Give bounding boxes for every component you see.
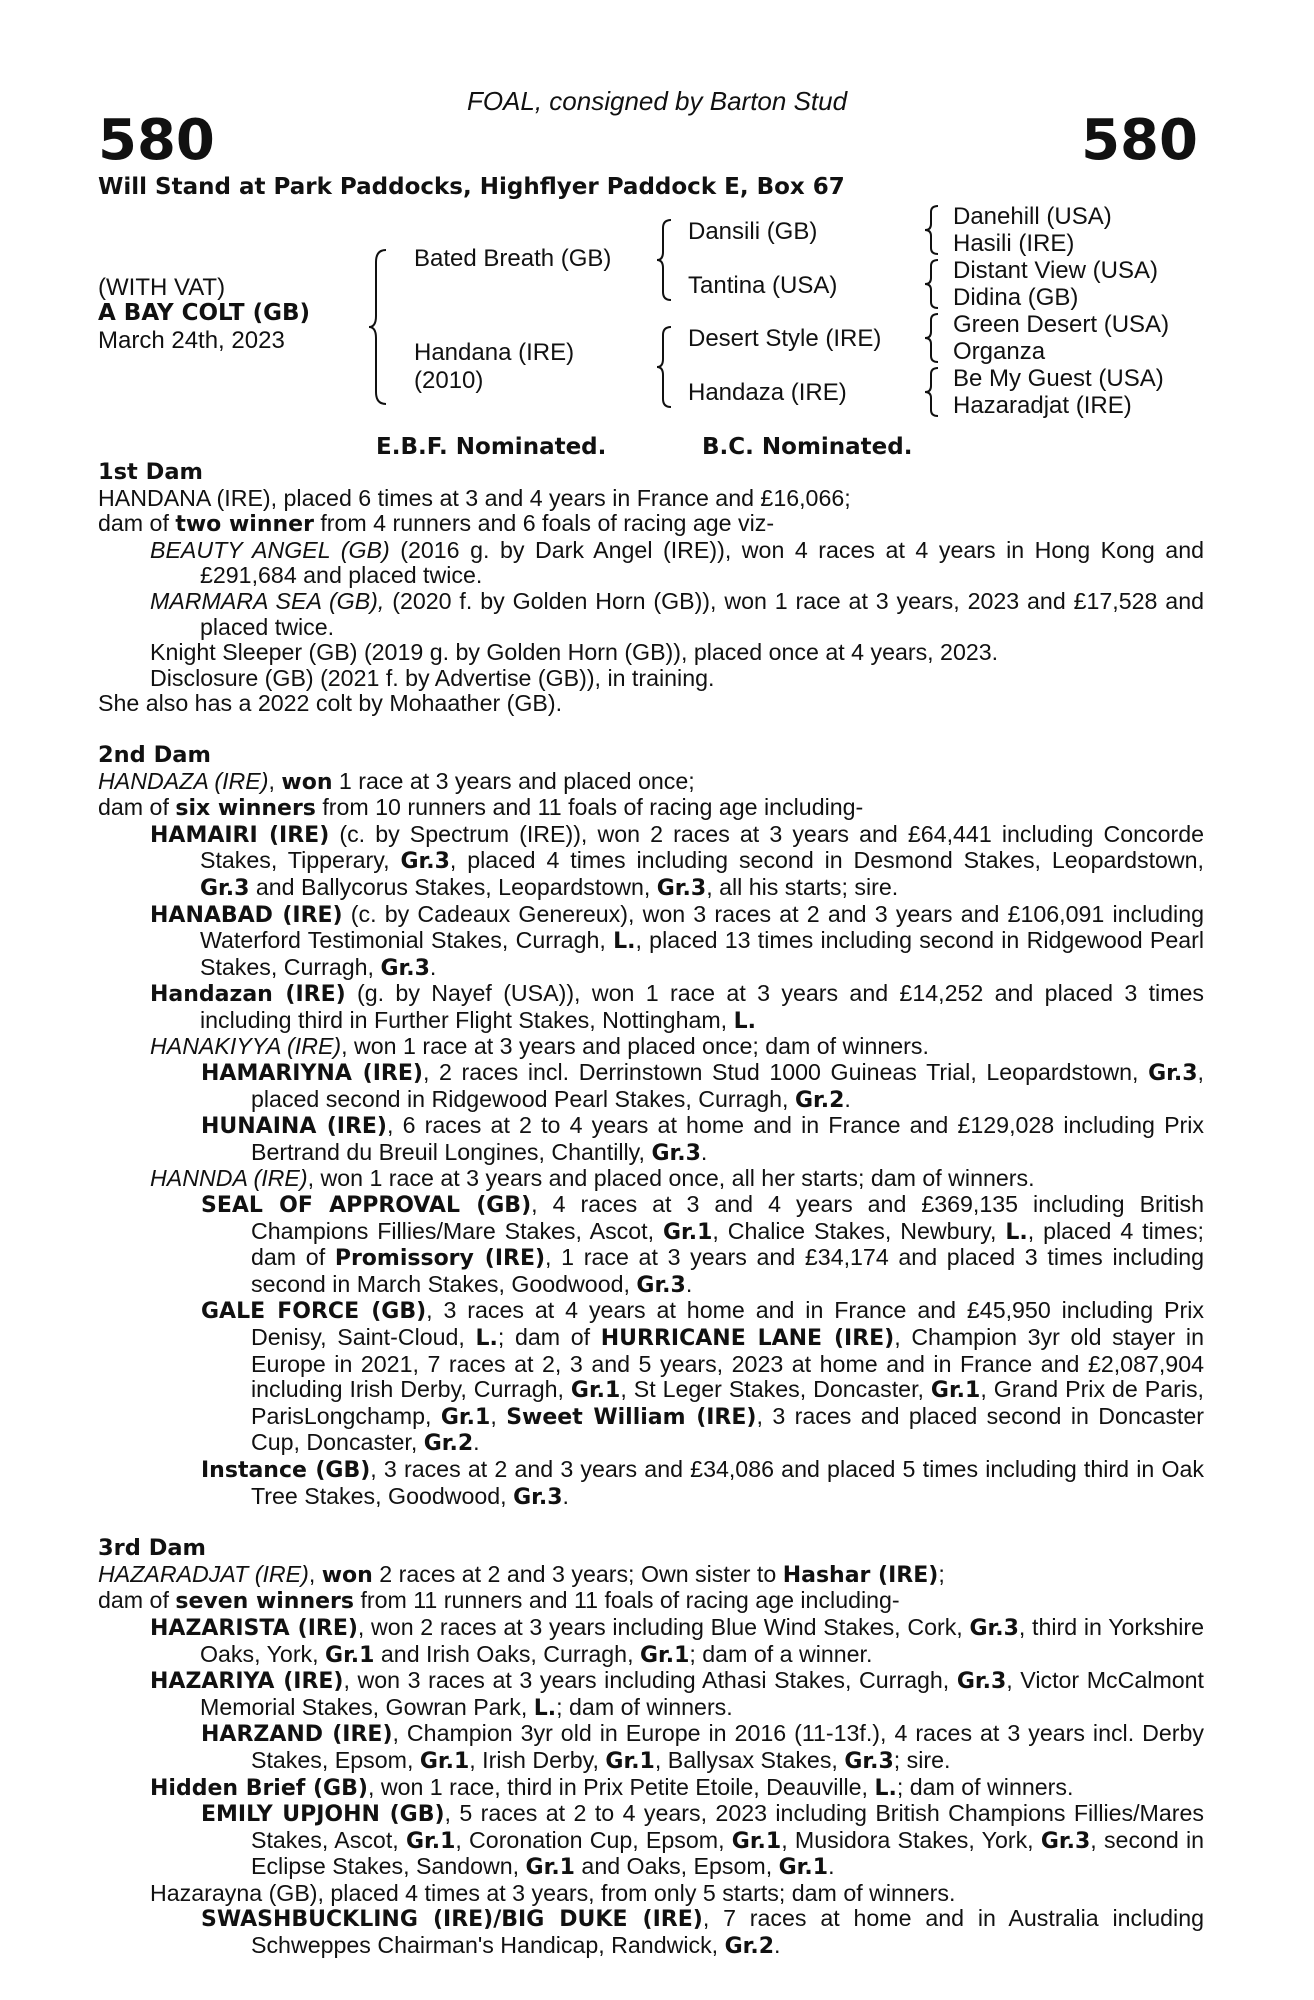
- pedigree-brace-g3: [924, 312, 940, 364]
- progeny-hamairi: HAMAIRI (IRE) (c. by Spectrum (IRE)), won 2 races at 3 years and £64,441 including Concorde Stakes, Tipperary, Gr.3, placed 4 times including second in Desmond Stakes, Leopardstown, Gr.3 and Ballycorus Stakes, Leopardstown, Gr.3, all his starts; sire.: [150, 820, 1204, 901]
- sire-name: Bated Breath (GB): [414, 245, 612, 272]
- progeny-hunaina: HUNAINA (IRE), 6 races at 2 to 4 years at home and in France and £129,028 including Prix Bertrand du Breuil Longines, Chantilly, Gr.3.: [201, 1112, 1205, 1166]
- dam-sire: Desert Style (IRE): [688, 325, 882, 352]
- granddam-4: Hazaradjat (IRE): [953, 392, 1132, 419]
- progeny-harzand: HARZAND (IRE), Champion 3yr old in Europe in 2016 (11-13f.), 4 races at 3 years incl. Derby Stakes, Epsom, Gr.1, Irish Derby, Gr.1, Ballysax Stakes, Gr.3; sire.: [201, 1720, 1204, 1774]
- dam2-heading: 2nd Dam: [98, 741, 211, 768]
- dam-name: Handana (IRE): [414, 339, 575, 366]
- foaling-date: March 24th, 2023: [98, 327, 285, 354]
- vat-note: (WITH VAT): [98, 274, 226, 301]
- progeny-knight-sleeper: Knight Sleeper (GB) (2019 g. by Golden Horn (GB)), placed once at 4 years, 2023.: [150, 639, 999, 666]
- dam1-dam-of: dam of two winner from 4 runners and 6 foals of racing age viz-: [98, 510, 775, 538]
- lot-name: A BAY COLT (GB): [98, 300, 311, 326]
- granddam-3: Organza: [953, 338, 1046, 365]
- dam1-line: HANDANA (IRE), placed 6 times at 3 and 4 years in France and £16,066;: [98, 484, 851, 511]
- progeny-swashbuckling: SWASHBUCKLING (IRE)/BIG DUKE (IRE), 7 races at home and in Australia including Schweppes Chairman's Handicap, Randwick, Gr.2.: [201, 1905, 1204, 1960]
- progeny-hamariyna: HAMARIYNA (IRE), 2 races incl. Derrinstown Stud 1000 Guineas Trial, Leopardstown, Gr.3, placed second in Ridgewood Pearl Stakes, Curragh, Gr.2.: [201, 1059, 1204, 1113]
- granddam-1: Hasili (IRE): [953, 230, 1075, 257]
- grandsire-1: Danehill (USA): [953, 203, 1112, 230]
- dam3-dam-of: dam of seven winners from 11 runners and 11 foals of racing age including-: [98, 1587, 900, 1615]
- grandsire-4: Be My Guest (USA): [953, 365, 1164, 392]
- progeny-instance: Instance (GB), 3 races at 2 and 3 years and £34,086 and placed 5 times including third in Oak Tree Stakes, Goodwood, Gr.3.: [201, 1455, 1204, 1510]
- pedigree-brace-dam: [656, 325, 674, 409]
- dam3-line: HAZARADJAT (IRE), won 2 races at 2 and 3 years; Own sister to Hashar (IRE);: [98, 1560, 945, 1588]
- pedigree-brace-g2: [924, 258, 940, 310]
- dam3-heading: 3rd Dam: [98, 1535, 206, 1562]
- progeny-seal-of-approval: SEAL OF APPROVAL (GB), 4 races at 3 and 4 years and £369,135 including British Champions Fillies/Mare Stakes, Ascot, Gr.1, Chalice Stakes, Newbury, L., placed 4 times; dam of Promissory (IRE), 1 race at 3 years and £34,174 and placed 3 times including second in March Stakes, Goodwood, Gr.3.: [201, 1191, 1205, 1298]
- ebf-nomination: E.B.F. Nominated.: [376, 434, 607, 460]
- dam-year: (2010): [414, 367, 484, 394]
- grandsire-3: Green Desert (USA): [953, 311, 1170, 338]
- dam-dam: Handaza (IRE): [688, 379, 847, 406]
- progeny-hazarista: HAZARISTA (IRE), won 2 races at 3 years including Blue Wind Stakes, Cork, Gr.3, third in Yorkshire Oaks, York, Gr.1 and Irish Oaks, Curragh, Gr.1; dam of a winner.: [150, 1613, 1205, 1668]
- progeny-hazarayna: Hazarayna (GB), placed 4 times at 3 years, from only 5 starts; dam of winners.: [150, 1879, 956, 1906]
- progeny-marmara-sea: MARMARA SEA (GB), (2020 f. by Golden Horn (GB)), won 1 race at 3 years, 2023 and £17,528 and placed twice.: [150, 587, 1204, 640]
- dam1-heading: 1st Dam: [98, 459, 203, 485]
- progeny-hanabad: HANABAD (IRE) (c. by Cadeaux Genereux), won 3 races at 2 and 3 years and £106,091 including Waterford Testimonial Stakes, Curragh, L., placed 13 times including second in Ridgewood Pearl Stakes, Curragh, Gr.3.: [150, 900, 1204, 981]
- grandsire-2: Distant View (USA): [953, 257, 1158, 284]
- sire-sire: Dansili (GB): [688, 218, 818, 245]
- pedigree-brace-g4: [924, 366, 940, 418]
- granddam-2: Didina (GB): [953, 284, 1079, 311]
- lot-number-left: 580: [98, 108, 215, 173]
- pedigree-brace-main: [368, 248, 390, 406]
- dam2-dam-of: dam of six winners from 10 runners and 11 foals of racing age including-: [98, 794, 864, 822]
- consignment-line: FOAL, consigned by Barton Stud: [466, 86, 848, 116]
- stand-location: Will Stand at Park Paddocks, Highflyer Paddock E, Box 67: [98, 174, 845, 200]
- progeny-disclosure: Disclosure (GB) (2021 f. by Advertise (GB)), in training.: [150, 664, 715, 691]
- progeny-hazariya: HAZARIYA (IRE), won 3 races at 3 years including Athasi Stakes, Curragh, Gr.3, Victor McCalmont Memorial Stakes, Gowran Park, L.; dam of winners.: [150, 1667, 1204, 1721]
- pedigree-brace-sire: [656, 218, 674, 302]
- sire-dam: Tantina (USA): [688, 272, 838, 299]
- pedigree-brace-g1: [924, 204, 940, 256]
- progeny-gale-force: GALE FORCE (GB), 3 races at 4 years at home and in France and £45,950 including Prix Denisy, Saint-Cloud, L.; dam of HURRICANE LANE (IRE), Champion 3yr old stayer in Europe in 2021, 7 races at 2, 3 and 5 years, 2023 at home and in France and £2,087,904 including Irish Derby, Curragh, Gr.1, St Leger Stakes, Doncaster, Gr.1, Grand Prix de Paris, ParisLongchamp, Gr.1, Sweet William (IRE), 3 races and placed second in Doncaster Cup, Doncaster, Gr.2.: [201, 1297, 1205, 1457]
- bc-nomination: B.C. Nominated.: [702, 434, 913, 460]
- progeny-emily-upjohn: EMILY UPJOHN (GB), 5 races at 2 to 4 years, 2023 including British Champions Fillies/Mares Stakes, Ascot, Gr.1, Coronation Cup, Epsom, Gr.1, Musidora Stakes, York, Gr.3, second in Eclipse Stakes, Sandown, Gr.1 and Oaks, Epsom, Gr.1.: [201, 1800, 1204, 1881]
- catalogue-body: [98, 460, 1204, 1960]
- lot-number-right: 580: [1081, 108, 1198, 173]
- progeny-beauty-angel: BEAUTY ANGEL (GB) (2016 g. by Dark Angel (IRE)), won 4 races at 4 years in Hong Kong and £291,684 and placed twice.: [150, 536, 1204, 589]
- progeny-hidden-brief: Hidden Brief (GB), won 1 race, third in Prix Petite Etoile, Deauville, L.; dam of winners.: [150, 1773, 1074, 1801]
- dam2-line: HANDAZA (IRE), won 1 race at 3 years and placed once;: [98, 767, 695, 795]
- dam1-2022-colt: She also has a 2022 colt by Mohaather (GB).: [98, 690, 563, 717]
- progeny-hanakiyya: HANAKIYYA (IRE), won 1 race at 3 years and placed once; dam of winners.: [150, 1033, 929, 1060]
- progeny-handazan: Handazan (IRE) (g. by Nayef (USA)), won 1 race at 3 years and £14,252 and placed 3 times including third in Further Flight Stakes, Nottingham, L.: [150, 980, 1205, 1034]
- progeny-hannda: HANNDA (IRE), won 1 race at 3 years and placed once, all her starts; dam of winners.: [150, 1165, 1035, 1192]
